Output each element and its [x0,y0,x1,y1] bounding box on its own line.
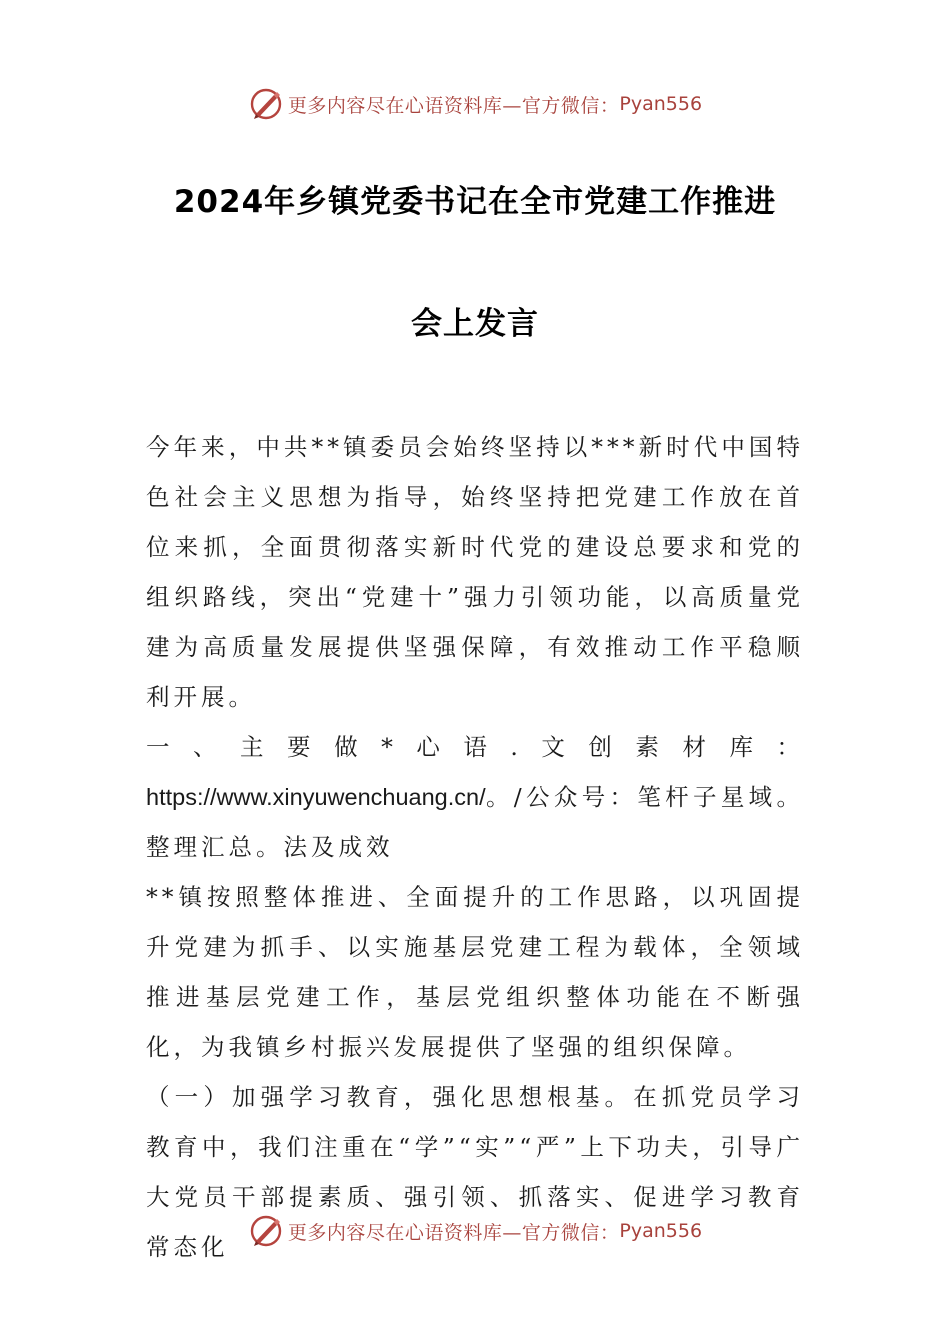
pen-logo-icon [248,1213,284,1249]
header-banner [0,84,950,124]
website-link[interactable]: https://www.xinyuwenchuang.cn/ [146,784,486,810]
section-heading-tail: 。/公众号：笔杆子星域。整理汇总。法及成效 [146,783,804,861]
banner-wechat-id: Pyan556 [619,93,703,115]
section-heading-text: 一、主要做*心语.文创素材库： [146,733,804,761]
banner-text: 更多内容尽在心语资料库—官方微信： [287,1221,620,1244]
document-title-line-1: 2024年乡镇党委书记在全市党建工作推进 [173,184,777,220]
paragraph-overview: **镇按照整体推进、全面提升的工作思路，以巩固提升党建为抓手、以实施基层党建工程为载体，全领域推进基层党建工作，基层党组织整体功能在不断强化，为我镇乡村振兴发展提供了坚强的组织保障。 [146,883,804,1061]
paragraph-study-education: （一）加强学习教育，强化思想根基。在抓党员学习教育中，我们注重在“学”“实”“严”上下功夫，引导广大党员干部提素质、强引领、抓落实、促进学习教育常态化 [146,1083,804,1261]
document-title-line-2: 会上发言 [411,306,539,342]
paragraph-intro: 今年来，中共**镇委员会始终坚持以***新时代中国特色社会主义思想为指导，始终坚持把党建工作放在首位来抓，全面贯彻落实新时代党的建设总要求和党的组织路线，突出“党建十”强力引领功能，以高质量党建为高质量发展提供坚强保障，有效推动工作平稳顺利开展。 [146,433,804,711]
banner-wechat-id: Pyan556 [619,1220,703,1242]
document-body [146,422,804,1272]
pen-logo-icon [248,86,284,122]
footer-banner [0,1211,950,1251]
banner-text: 更多内容尽在心语资料库—官方微信： [287,94,620,117]
paragraph-section-heading [146,722,804,872]
